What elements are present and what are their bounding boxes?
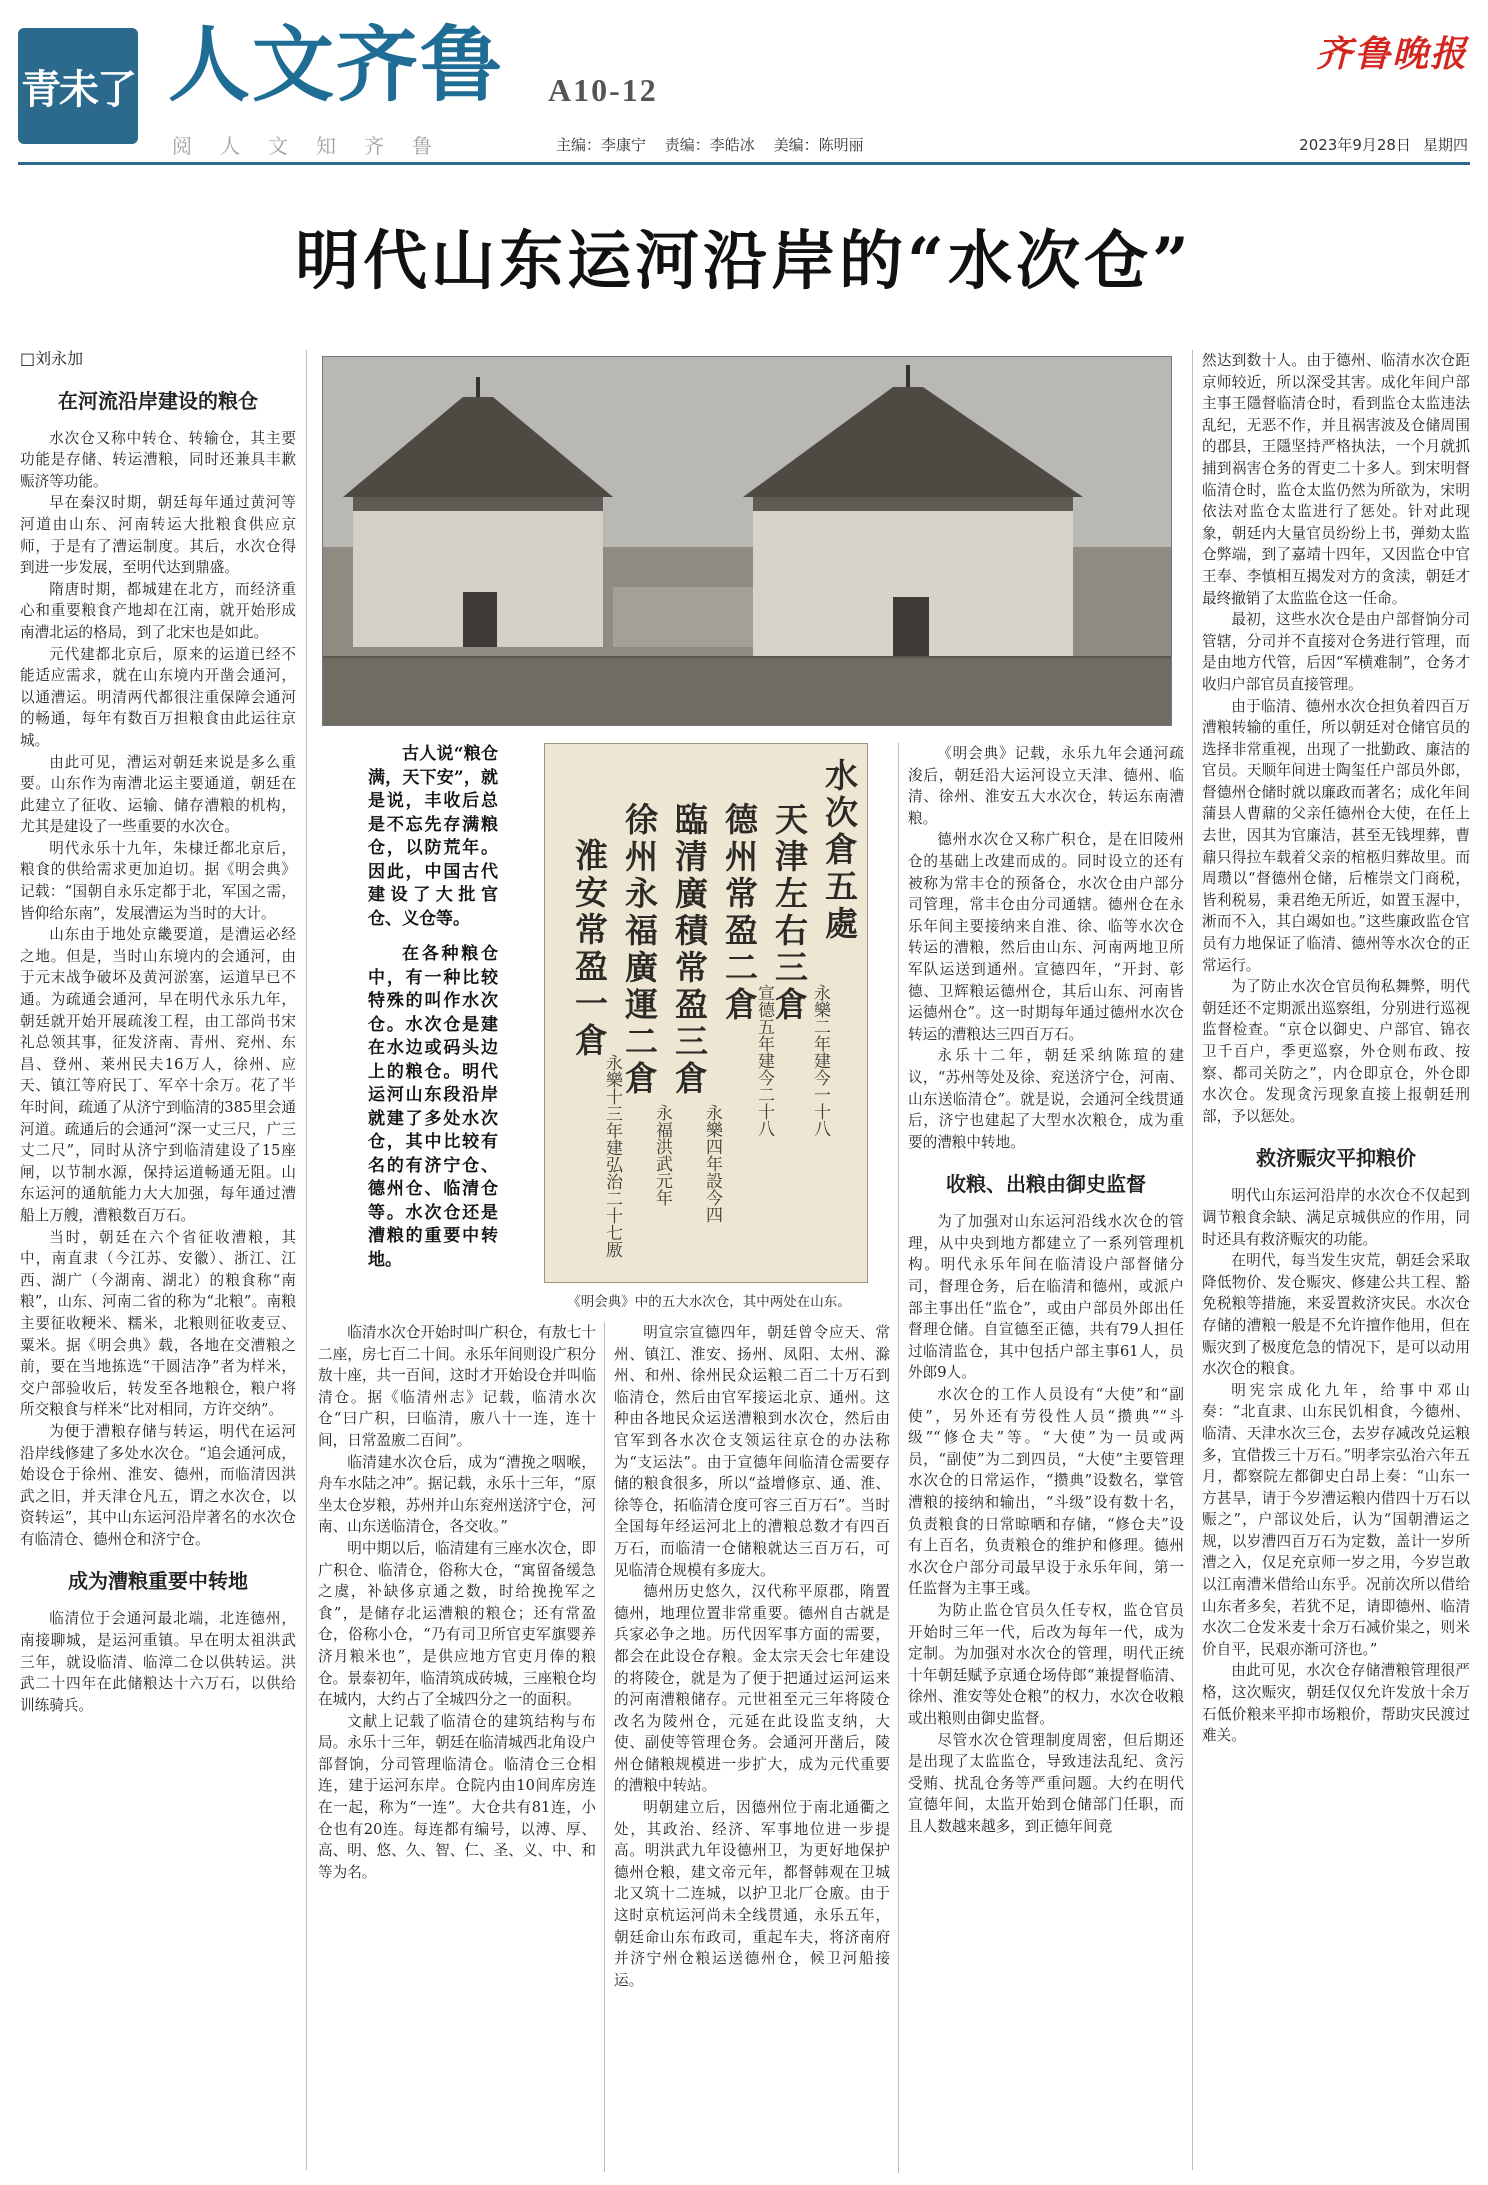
subheading-3: 收粮、出粮由御史监督: [946, 1172, 1146, 1197]
paragraph: 在明代，每当发生灾荒，朝廷会采取降低物价、发仓赈灾、修建公共工程、豁免税粮等措施，来妥置救济灾民。水次仓存储的漕粮一般是不允许擅作他用，但在赈灾到了极度危急的情况下，是可以动用水次仓的粮食。: [1202, 1252, 1470, 1378]
paragraph: 临清建水次仓后，成为“漕挽之咽喉，舟车水陆之冲”。据记载，永乐十三年，“原坐太仓岁粮，苏州并山东兖州送济宁仓，河南、山东送临清仓，各交收。”: [318, 1453, 596, 1536]
scan-note: 永樂二年建今一十八: [810, 984, 830, 1137]
paragraph: 德州历史悠久，汉代称平原郡，隋置德州，地理位置非常重要。德州自古就是兵家必争之地。历代因军事方面的需要，都会在此设仓存粮。金太宗天会七年建设的将陵仓，就是为了便于把通过运河运来的河南漕粮储存。元世祖至元三年将陵仓改名为陵州仓，元延在此设监支纳，大使、副使等管理仓务。会通河开凿后，陵州仓储粮规模进一步扩大，成为元代重要的漕粮中转站。: [614, 1583, 890, 1795]
section-slogan: 阅人文知齐鲁: [172, 134, 460, 158]
pull-quote-paragraph: 古人说“粮仓满，天下安”，就是说，丰收后总是不忘先存满粮仓，以防荒年。因此，中国古代建设了大批官仓、义仓等。: [368, 744, 498, 929]
paragraph: 临清位于会通河最北端，北连德州，南接聊城，是运河重镇。早在明太祖洪武三年，就设临清、临漳二仓以供转运。洪武二十四年在此储粮达十六万石，以供给训练骑兵。: [20, 1610, 296, 1714]
paragraph: 明中期以后，临清建有三座水次仓，即广积仓、临清仓，俗称大仓，“寓留备缓急之虞，补缺侈京通之数，时给挽挽军之食”，是储存北运漕粮的粮仓；还有常盈仓，俗称小仓，“乃有司卫所官吏军旗婴养济月粮米也”，是供应地方官吏月俸的粮仓。景泰初年，临清筑成砖城，三座粮仓均在城内，大约占了全城四分之一的面积。: [318, 1539, 596, 1709]
weekday-text: 星期四: [1422, 136, 1468, 154]
paragraph: 由此可见，漕运对朝廷来说是多么重要。山东作为南漕北运主要通道，朝廷在此建立了征收、运输、储存漕粮的机构，尤其是建设了一些重要的水次仓。: [20, 753, 296, 836]
paragraph: 明代山东运河沿岸的水次仓不仅起到调节粮食余缺、满足京城供应的作用，同时还具有救济赈灾的功能。: [1202, 1187, 1470, 1248]
pull-quote-paragraph: 在各种粮仓中，有一种比较特殊的叫作水次仓。水次仓是建在水边或码头边上的粮仓。明代运河山东段沿岸就建了多处水次仓，其中比较有名的有济宁仓、德州仓、临清仓等。水次仓还是漕粮的重要中转地。: [368, 944, 498, 1270]
masthead: [0, 0, 1488, 160]
scan-column: 徐州永福廣運二倉: [620, 802, 659, 1098]
pull-quote: [368, 743, 498, 1272]
scan-title: 水次倉五處: [820, 758, 859, 943]
subheading-2: 成为漕粮重要中转地: [68, 1569, 248, 1594]
article-column-2: [318, 1322, 596, 2178]
copy-editor-credit: 责编：李皓冰: [664, 136, 755, 154]
author-byline: □刘永加: [20, 349, 84, 368]
scan-column: 淮安常盈一倉: [570, 838, 609, 1060]
image-caption: 《明会典》中的五大水次仓，其中两处在山东。: [567, 1294, 851, 1310]
paragraph: 明宣宗宣德四年，朝廷曾令应天、常州、镇江、淮安、扬州、凤阳、太州、滁州、和州、徐州民众运粮二百二十万石到临清仓，然后由官军接运北京、通州。这种由各地民众运送漕粮到水次仓，然后由官军到各水次仓支领运往京仓的办法称为“支运法”。由于宣德年间临清仓需要存储的粮食很多，所以“益增修京、通、淮、徐等仓，拓临清仓度可容三百万石”。当时全国每年经运河北上的漕粮总数才有四百万石，而临清一仓储粮就达三百万石，可见临清仓规模有多庞大。: [614, 1324, 890, 1579]
ming-huidian-scan: [544, 743, 868, 1283]
paragraph: 然达到数十人。由于德州、临清水次仓距京师较近，所以深受其害。成化年间户部主事王隱督临清仓时，看到监仓太监违法乱纪，无恶不作，并且祸害波及仓储周围的郡县，王隱坚持严格执法，一个月就抓捕到祸害仓务的胥吏二十多人。到宋明督临清仓时，监仓太监仍然为所欲为，宋明依法对监仓太监进行了惩处。针对此现象，朝廷内大量官员纷纷上书，弹劾太监仓弊端，到了嘉靖十四年，又因监仓中官王奉、李慎相互揭发对方的贪渎，朝廷才最终撤销了太监监仓这一任命。: [1202, 352, 1470, 607]
section-title: 人文齐鲁: [168, 18, 505, 113]
paragraph: 尽管水次仓管理制度周密，但后期还是出现了太监监仓，导致违法乱纪、贪污受贿、扰乱仓务等严重问题。大约在明代宣德年间，太监开始到仓储部门任职，而且人数越来越多，到正德年间竟: [908, 1731, 1184, 1835]
paragraph: 由此可见，水次仓存储漕粮管理很严格，这次赈灾，朝廷仅仅允许发放十余万石低价粮来平抑市场粮价，帮助灾民渡过难关。: [1202, 1662, 1470, 1745]
paragraph: 水次仓又称中转仓、转输仓，其主要功能是存储、转运漕粮，同时还兼具丰歉赈济等功能。: [20, 429, 296, 490]
editor-credit: 主编：李康宁: [556, 136, 647, 154]
paragraph: 明代永乐十九年，朱棣迁都北京后，粮食的供给需求更加迫切。据《明会典》记载：“国朝自永乐定都于北，军国之需，皆仰给东南”，发展漕运为当时的大计。: [20, 839, 296, 922]
subheading-1: 在河流沿岸建设的粮仓: [58, 388, 258, 413]
paragraph: 为便于漕粮存储与转运，明代在运河沿岸线修建了多处水次仓。“追会通河成，始设仓于徐州、淮安、德州，而临清因洪武之旧，并天津仓凡五，谓之水次仓，以资转运”，其中山东运河沿岸著名的水次仓有临清仓、德州仓和济宁仓。: [20, 1422, 296, 1548]
paragraph: 为防止监仓官员久任专权，监仓官员开始时三年一代，后改为每年一代，成为定制。为加强对水次仓的管理，明代正统十年朝廷赋予京通仓场侍郎“兼提督临清、徐州、淮安等处仓粮”的权力，水次仓收粮或出粮则由御史监督。: [908, 1601, 1184, 1727]
newspaper-logo: [18, 28, 138, 144]
scan-column: 天津左右三倉: [770, 802, 809, 1024]
granary-photo-illustration: [323, 357, 1172, 726]
masthead-rule: [18, 162, 1470, 165]
logo-text: 青未了: [21, 66, 135, 113]
designer-credit: 美编：陈明丽: [773, 136, 864, 154]
issue-date: [1287, 134, 1468, 155]
paragraph: 德州水次仓又称广积仓，是在旧陵州仓的基础上改建而成的。同时设立的还有被称为常丰仓的预备仓，水次仓由户部分司管理，常丰仓由分司通辖。德州仓在永乐年间主要接纳来自淮、徐、临等水次仓转运的漕粮，然后由山东、河南两地卫所军队运送到通州。宣德四年，“开封、彰德、卫辉粮运德州仓，其后山东、河南皆运德州仓”。这一时期每年通过德州水次仓转运的漕粮达三四百万石。: [908, 831, 1184, 1043]
column-divider: [604, 1322, 605, 2172]
scan-note: 永福洪武元年: [652, 1104, 672, 1206]
paragraph: 当时，朝廷在六个省征收漕粮，其中，南直隶（今江苏、安徽）、浙江、江西、湖广（今湖南、湖北）的粮食称“南粮”，山东、河南二省的称为“北粮”。南粮主要征收粳米、糯米，北粮则征收麦豆、粟米。据《明会典》载，各地在交漕粮之前，要在当地拣选“干圆洁净”者为样米，交户部验收后，转发至各地粮仓，粮户将所交粮食与样米“比对相同，方许交纳”。: [20, 1228, 296, 1419]
paragraph: 永乐十二年，朝廷采纳陈瑄的建议，“苏州等处及徐、兖送济宁仓，河南、山东送临清仓”。就是说，会通河全线贯通后，济宁也建起了大型水次粮仓，成为重要的漕粮中转地。: [908, 1047, 1184, 1151]
granary-photo: [322, 356, 1172, 726]
scan-note: 宣德五年建今二十八: [754, 984, 774, 1137]
page-code: A10-12: [548, 72, 658, 108]
scan-note: 永樂四年設今四: [702, 1104, 722, 1223]
scan-column: 臨清廣積常盈三倉: [670, 802, 709, 1098]
paragraph: 最初，这些水次仓是由户部督饷分司管辖，分司并不直接对仓务进行管理，而是由地方代管，后因“军横难制”，仓务才收归户部官员直接管理。: [1202, 611, 1470, 693]
scan-column: 德州常盈二倉: [720, 802, 759, 1024]
article-column-1: [20, 348, 296, 2178]
paragraph: 水次仓的工作人员设有“大使”和“副使”，另外还有劳役性人员“攒典”“斗级”“修仓夫”等。“大使”为一员或两员，“副使”为二到四员，“大使”主要管理水次仓的日常运作，“攒典”设数名，掌管漕粮的接纳和输出，“斗级”设有数十名，负责粮食的日常晾晒和存储，“修仓夫”设有上百名，负责粮仓的维护和修理。德州水次仓户部分司最早设于永乐年间，第一任监督为主事王彧。: [908, 1386, 1184, 1598]
paragraph: 临清水次仓开始时叫广积仓，有敖七十二座，房七百二十间。永乐年间则设广积分敖十座，共一百间，这时才开始设仓并叫临清仓。据《临清州志》记载，临清水次仓“曰广积，曰临清，廒八十一连，连十间，日常盈廒二百间”。: [318, 1324, 596, 1449]
paragraph: 隋唐时期，都城建在北方，而经济重心和重要粮食产地却在江南，就开始形成南漕北运的格局，到了北宋也是如此。: [20, 580, 296, 641]
column-divider: [1192, 350, 1193, 2170]
column-divider: [898, 743, 899, 2173]
paragraph: 由于临清、德州水次仓担负着四百万漕粮转输的重任，所以朝廷对仓储官员的选择非常重视，出现了一批勤政、廉洁的官员。天顺年间进士陶玺任户部员外郎，督德州仓储时就以廉政而著名；成化年间蒲县人曹鼐的父亲任德州仓大使，在任上去世，因其为官廉洁，甚至无钱埋葬，曹鼐只得拉车载着父亲的棺柩归葬故里。而周瓒以“督德州仓储，后榷崇文门商税，皆利税易，秉君绝无所近，如置玉渥中，淅而不入，其白竭如也。”这些廉政监仓官员有力地保证了临清、德州等水次仓的正常运行。: [1202, 697, 1470, 974]
paragraph: 明朝建立后，因德州位于南北通衢之处，其政治、经济、军事地位进一步提高。明洪武九年设德州卫，为更好地保护德州仓粮，建文帝元年，都督韩观在卫城北又筑十二连城，以护卫北厂仓廒。由于这时京杭运河尚未全线贯通，永乐五年，朝廷命山东布政司，重起车夫，将济南府并济宁州仓粮运送德州仓，候卫河船接运。: [614, 1799, 890, 1989]
paragraph: 文献上记载了临清仓的建筑结构与布局。永乐十三年，朝廷在临清城西北角设户部督饷，分司管理临清仓。临清仓三仓相连，建于运河东岸。仓院内由10间库房连在一起，称为“一连”。大仓共有81连，小仓也有20连。每连都有编号，以溥、厚、高、明、悠、久、智、仁、圣、义、中、和等为名。: [318, 1712, 596, 1881]
article-column-4: [908, 743, 1184, 2178]
column-divider: [306, 350, 307, 2170]
date-text: 2023年9月28日: [1299, 136, 1411, 154]
paragraph: 为了防止水次仓官员徇私舞弊，明代朝廷还不定期派出巡察组，分别进行巡视监督检查。“京仓以御史、户部官、锦衣卫千百户，季更巡察，外仓则布政、按察、都司关防之”，内仓即京仓，外仓即水次仓。发现贪污现象直接上报朝廷刑部，予以惩处。: [1202, 978, 1470, 1125]
article-headline: 明代山东运河沿岸的“水次仓”: [295, 224, 1193, 299]
paragraph: 《明会典》记载，永乐九年会通河疏浚后，朝廷沿大运河设立天津、德州、临清、徐州、淮安五大水次仓，转运东南漕粮。: [908, 745, 1184, 827]
editor-credits: [556, 134, 878, 155]
paragraph: 山东由于地处京畿要道，是漕运必经之地。但是，当时山东境内的会通河，由于元末战争破坏及黄河淤塞，运道早已不通。为疏通会通河，早在明代永乐九年，朝廷就开始开展疏浚工程，由工部尚书宋礼总领其事，征发济南、青州、兖州、东昌、登州、莱州民夫16万人，徐州、应天、镇江等府民丁、军卒十余万。花了半年时间，疏通了从济宁到临清的385里会通河道。疏通后的会通河“深一丈三尺，广三丈二尺”，同时从济宁到临清建设了15座闸，以节制水源，保持运道畅通无阻。山东运河的通航能力大大加强，每年通过漕船上万艘，漕粮数百万石。: [20, 926, 296, 1224]
article-column-3: [614, 1322, 890, 2178]
paragraph: 明宪宗成化九年，给事中邓山奏：“北直隶、山东民饥相食，今德州、临清、天津水次三仓，去岁存减改兑运粮多，宜借拨三十万石。”明孝宗弘治六年五月，都察院左都御史白昂上奏：“山东一方甚旱，请于今岁漕运粮内借四十万石以赈之”，户部议处后，认为“国朝漕运之规，以岁漕四百万石为定数，盖计一岁所漕之入，仅足充京师一岁之用，今岁岂敢以江南漕米借给山东乎。况前次所以借给山东者多矣，若犹不足，请即德州、临清水次二仓发米麦十余万石减价粜之，则米价自平，民艰亦渐可济也。”: [1202, 1381, 1470, 1658]
subheading-4: 救济赈灾平抑粮价: [1256, 1146, 1416, 1171]
article-column-5: [1202, 350, 1470, 2178]
scan-note: 永樂十三年建弘治二十七厫: [602, 1054, 622, 1258]
paragraph: 元代建都北京后，原来的运道已经不能适应需求，就在山东境内开凿会通河，以通漕运。明清两代都很注重保障会通河的畅通，每年有数百万担粮食由此运往京城。: [20, 645, 296, 749]
paragraph: 早在秦汉时期，朝廷每年通过黄河等河道由山东、河南转运大批粮食供应京师，于是有了漕运制度。其后，水次仓得到进一步发展，至明代达到鼎盛。: [20, 494, 296, 577]
paper-name-logo: 齐鲁晚报: [1315, 33, 1468, 75]
paragraph: 为了加强对山东运河沿线水次仓的管理，从中央到地方都建立了一系列管理机构。明代永乐年间在临清设户部督储分司，督理仓务，后在临清和德州，或派户部主事出任“监仓”，或由户部员外郎出任督理仓储。自宣德至正德，共有79人担任过临清监仓，其中包括户部主事61人，员外郎9人。: [908, 1213, 1184, 1382]
